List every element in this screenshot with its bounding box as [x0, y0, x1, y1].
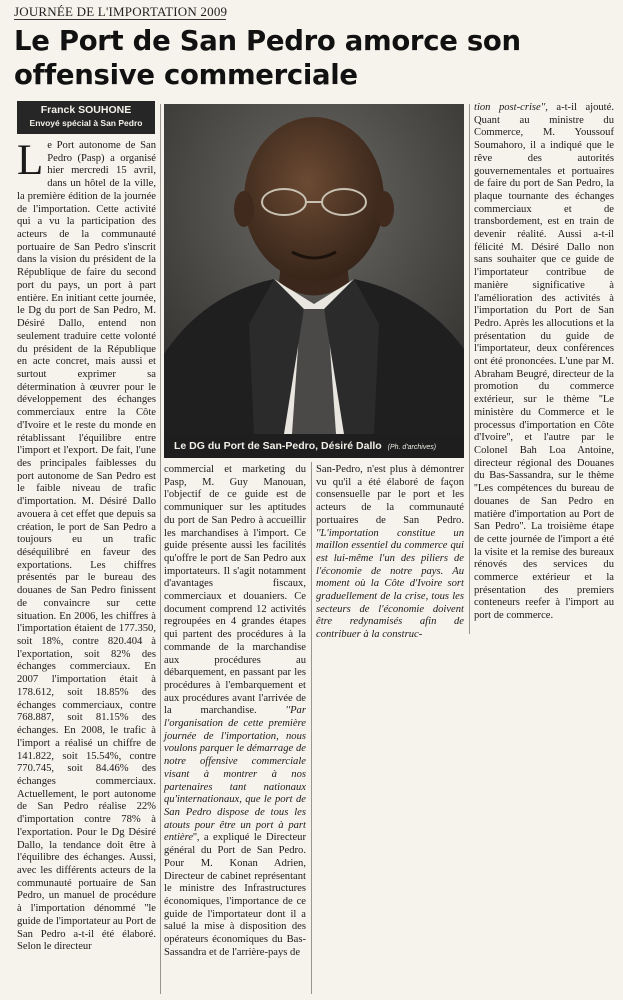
column-divider-3	[469, 104, 470, 634]
column-3-quote: ''L'importation constitue un maillon essentiel du commerce qui est lui-même l'un des piliers de l'économie de notre pays. Au moment où la Côte d'Ivoire sort graduellement de la crise, tous les secteurs de l'économie doivent être redynamisés afin de contribuer à la construc-	[316, 527, 464, 641]
photo-credit: (Ph. d'archives)	[387, 444, 437, 451]
portrait-photo	[164, 104, 464, 434]
column-2-quote: ''Par l'organisation de cette première journée de l'importation, nous voulons parquer le démarrage de notre offensive commerciale visant à montrer à nos partenaires tant nationaux qu'internationaux, que le port de San Pedro dispose de tous les atouts pour être un port à part entière	[164, 705, 306, 844]
column-3	[316, 464, 464, 642]
drop-cap: L	[17, 137, 44, 184]
column-3-text: San-Pedro, n'est plus à démontrer vu qu'il a été élaboré de façon consensuelle par le port et les acteurs de la communauté portuaires de San Pedro.	[316, 464, 464, 526]
column-4-text: , a-t-il ajouté. Quant au ministre du Commerce, M. Youssouf Soumahoro, il a indiqué que le rêve des autorités gouvernementales et portuaires de faire du port de San Pedro, la plaque tournante des échanges commerciaux et de transbordement, est en train de devenir réalité. Aussi a-t-il félicité M. Désiré Dallo non sans souhaiter que ce guide de l'importateur contribue de manière significative à l'amélioration des activités à l'importation du Port de San Pedro. Après les allocutions et la présentation du guide de l'importateur, deux conférences ont été prononcées. L'une par M. Abraham Beugré, directeur de la promotion du commerce extérieur, sur le thème ''Le ministère du Commerce et le processus d'importation en Côte d'Ivoire'', et l'autre par le Colonel Bah Loa Antoine, directeur régional des Douanes du Bas-Sassandra, sur le thème ''Les compétences du bureau de douanes de San Pedro en matière d'importation au Port de San Pedro''. La troisième étape de cette journée de l'import a été la visite et la remise des bureaux rénovés des services du commerce extérieur et la présentation des premiers conteneurs reefer à l'import au port de commerce.	[474, 102, 614, 622]
section-rubric: JOURNÉE DE L'IMPORTATION 2009	[14, 4, 228, 19]
column-divider-1	[160, 104, 161, 994]
article-headline: Le Port de San Pedro amorce son offensive commerciale	[14, 25, 521, 91]
column-2	[164, 464, 306, 959]
portrait-illustration	[164, 104, 464, 434]
column-4	[474, 102, 614, 623]
column-2-text-b: '', a expliqué le Directeur général du Port de San Pedro. Pour M. Konan Adrien, Directeur de cabinet représentant le ministre des Infrastructures économiques, l'importance de ce guide de l'importateur dont il a salué la mise à disposition des opérateurs économiques du Bas-Sassandra et de l'arrière-pays de	[164, 832, 306, 958]
caption-text: Le DG du Port de San-Pedro, Désiré Dallo	[174, 440, 382, 452]
rubric-underline	[14, 19, 226, 20]
photo-caption	[164, 434, 464, 458]
byline-box	[17, 101, 155, 134]
column-2-text-a: commercial et marketing du Pasp, M. Guy Manouan, l'objectif de ce guide est de communiquer sur les aptitudes du port de San Pedro à accueillir les marchandises à l'import. Ce guide présente aussi les facilités qu'offre le port de San Pedro aux importateurs. Il s'agit notamment d'avantages fiscaux, commerciaux et douaniers. Ce document comprend 12 activités regroupées en 4 grandes étapes qui partent des procédures à la commande de la marchandise aux procédures au débarquement, en passant par les procédures à l'embarquement et aux procédures avant l'arrivée de la marchandise.	[164, 464, 306, 717]
column-divider-2	[311, 462, 312, 994]
column-4-quote: tion post-crise''	[474, 102, 546, 113]
author-name: Franck SOUHONE	[40, 104, 132, 116]
column-1	[17, 137, 156, 954]
column-1-text: e Port autonome de San Pedro (Pasp) a organisé hier mercredi 15 avril, dans un hôtel de la ville, la première édition de la journée de l'importation. Cette activité qui a vu la participation des acteurs de la communauté portuaire de San Pedro s'inscrit dans la vision du président de la République de faire du second port du pays, un port à part entière. En initiant cette journée, le Dg du port de San Pedro, M. Désiré Dallo, entend non seulement traduire cette volonté du président de la République en acte concret, mais aussi et surtout exprimer sa détermination à œuvrer pour le développement des échanges commerciaux entre la Côte d'Ivoire et le reste du monde en rétablissant l'équilibre entre l'import et l'export. De fait, l'une des principales faiblesses du port autonome de San Pedro est le faible niveau de trafic d'importation. M. Désiré Dallo avouera à cet effet que depuis sa création, le port de San Pedro a toujours eu un trafic déséquilibré en faveur des exportations. Les chiffres présentés par le bureau des douanes de San Pedro finissent de convaincre sur cette situation. En 2006, les chiffres à l'importation étaient de 177.350, soit 18%, contre 820.404 à l'exportation, soit 82% des échanges commerciaux. En 2007 l'importation était à 178.612, soit 18.85% des échanges commerciaux, contre 768.887, soit 81.15% des échanges. En 2008, le trafic à l'import a réalisé un chiffre de 141.822, soit 15.54%, contre 770.745, soit 84.46% des échanges commerciaux. Actuellement, le port autonome de San Pedro réalise 22% d'importation contre 78% à l'exportation. Pour le Dg Désiré Dallo, la tendance doit être à l'équilibre des échanges. Aussi, avec les différents acteurs de la communauté portuaire de San Pedro, un manuel de procédure à l'importation dénommé ''le guide de l'importateur au Port de San Pedro a-t-il été élaboré. Selon le directeur	[17, 140, 156, 953]
author-role: Envoyé spécial à San Pedro	[29, 118, 143, 128]
